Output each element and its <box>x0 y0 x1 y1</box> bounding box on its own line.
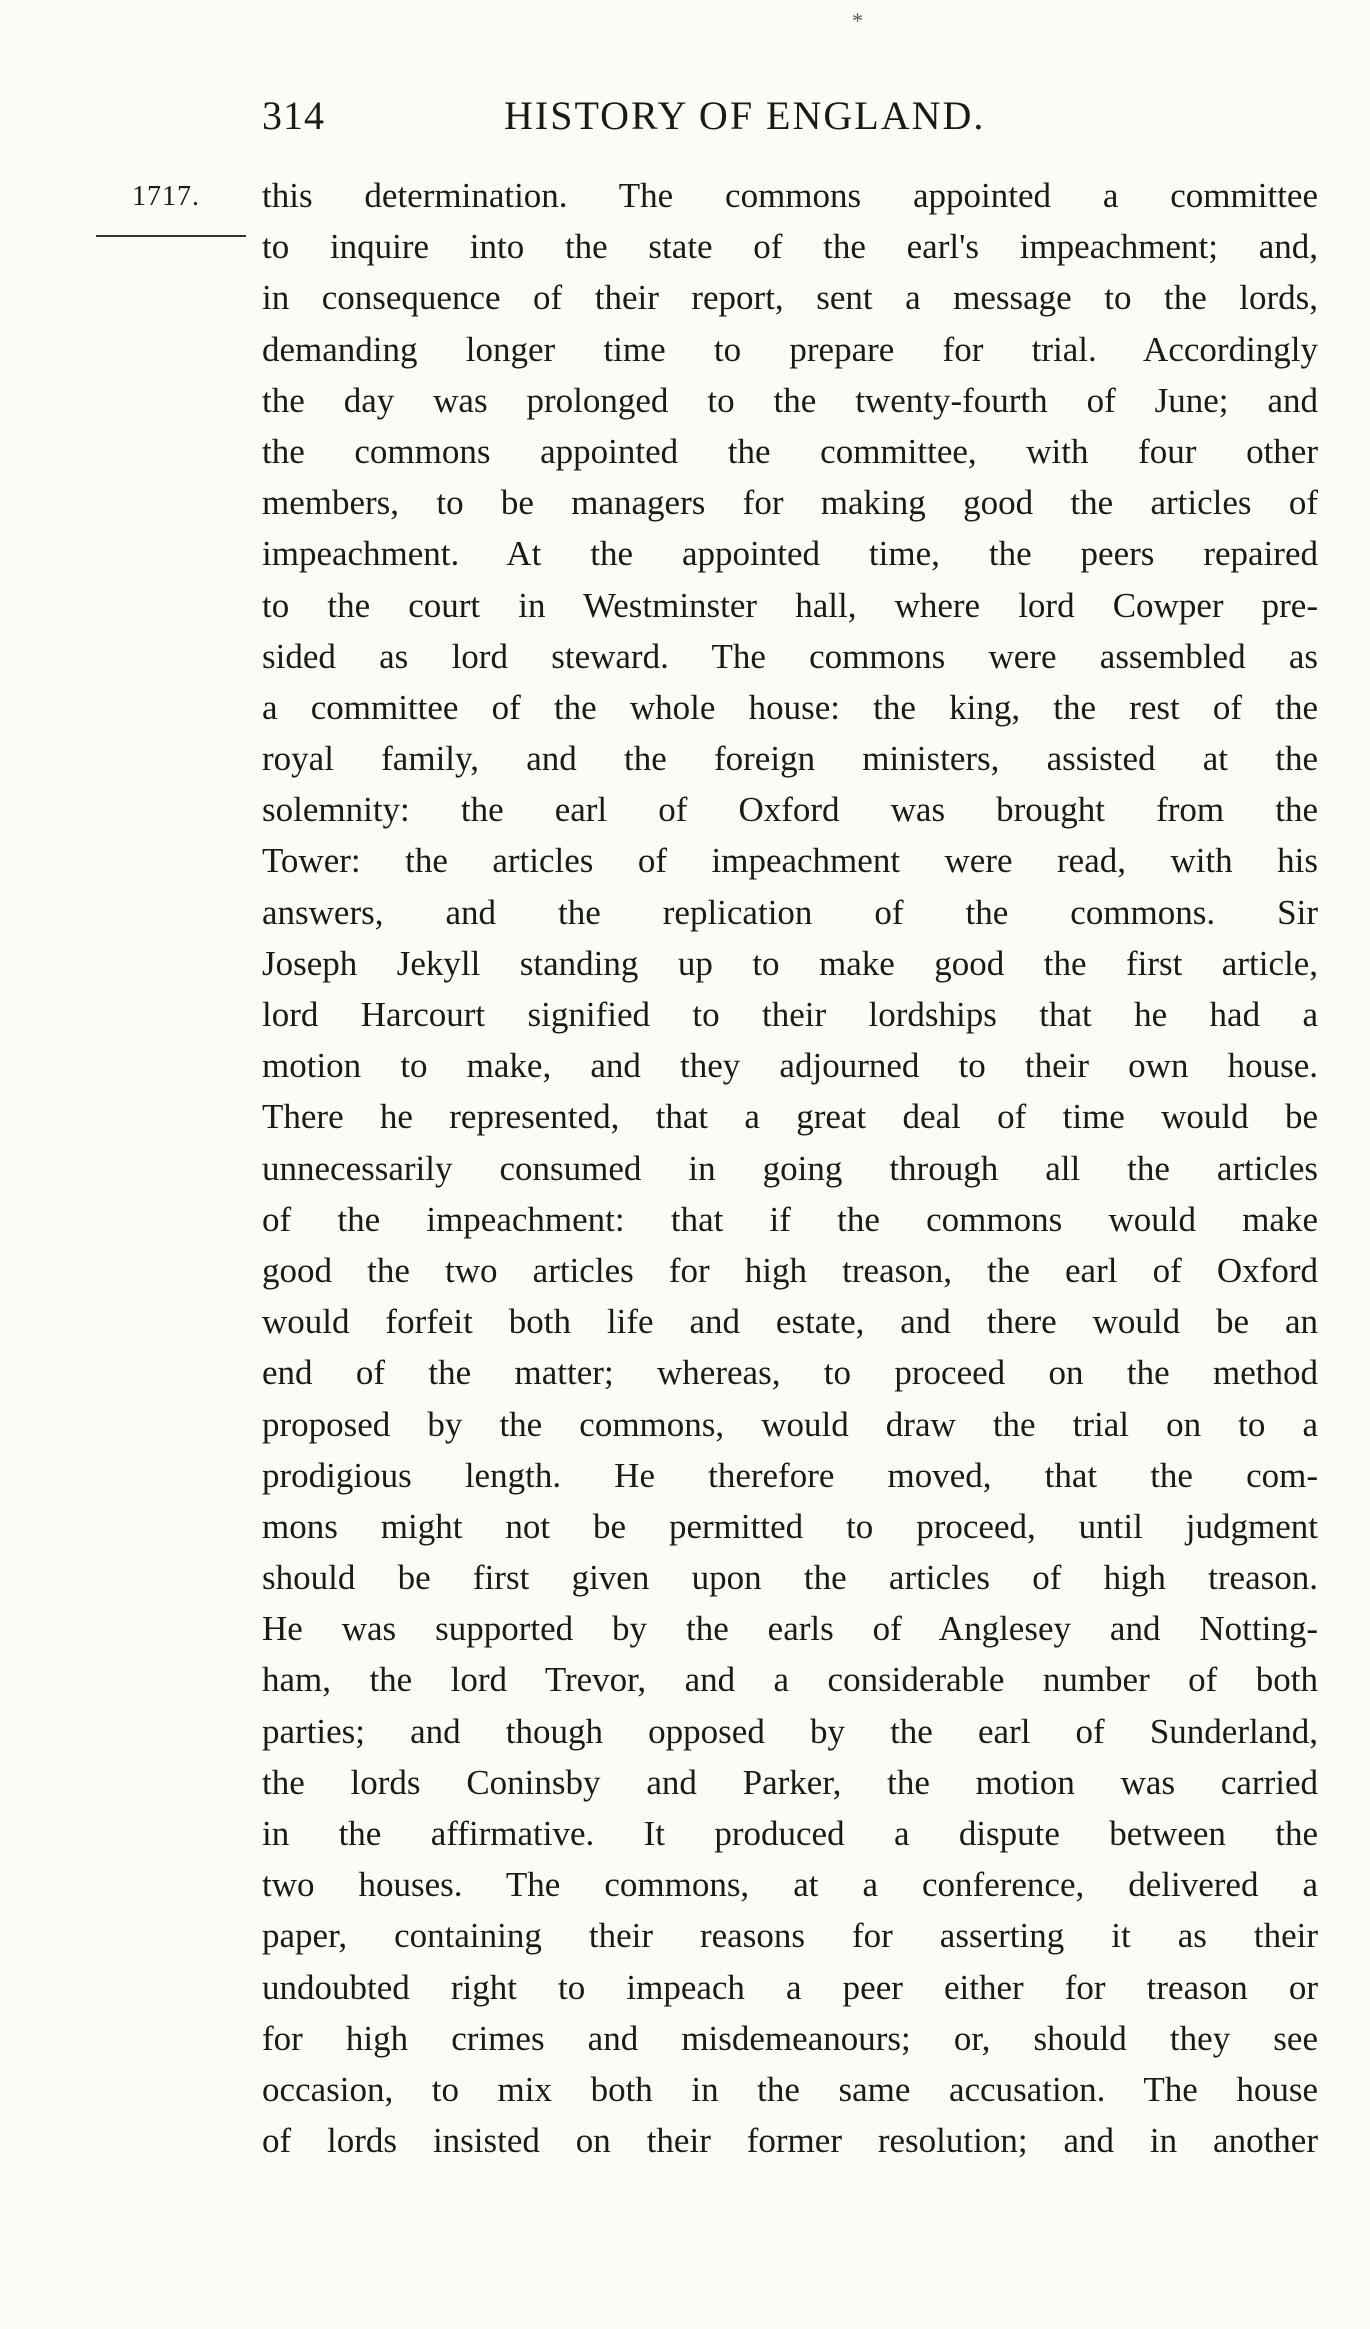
margin-rule <box>96 235 246 237</box>
text-line: impeachment. At the appointed time, the peers repaired <box>262 534 1318 574</box>
text-line: There he represented, that a great deal of time would be <box>262 1097 1318 1137</box>
page-header <box>0 92 1370 152</box>
text-line: prodigious length. He therefore moved, that the com- <box>262 1455 1318 1495</box>
text-line: motion to make, and they adjourned to their own house. <box>262 1046 1318 1086</box>
text-line: of the impeachment: that if the commons would make <box>262 1199 1318 1239</box>
top-printer-mark: * <box>852 8 863 33</box>
text-line: solemnity: the earl of Oxford was brought from the <box>262 790 1318 830</box>
text-line: paper, containing their reasons for asserting it as their <box>262 1916 1318 1956</box>
text-line: undoubted right to impeach a peer either for treason or <box>262 1967 1318 2007</box>
text-line: should be first given upon the articles of high treason. <box>262 1558 1318 1598</box>
text-line: answers, and the replication of the commons. Sir <box>262 892 1318 932</box>
text-line: to inquire into the state of the earl's impeachment; and, <box>262 227 1318 267</box>
text-line: sided as lord steward. The commons were assembled as <box>262 636 1318 676</box>
text-line: ham, the lord Trevor, and a considerable number of both <box>262 1660 1318 1700</box>
margin-year-note: 1717. <box>132 181 200 212</box>
text-line: end of the matter; whereas, to proceed on the method <box>262 1353 1318 1393</box>
page-number: 314 <box>262 93 325 138</box>
text-line: proposed by the commons, would draw the trial on to a <box>262 1404 1318 1444</box>
text-line: the lords Coninsby and Parker, the motion was carried <box>262 1762 1318 1802</box>
text-line: would forfeit both life and estate, and there would be an <box>262 1302 1318 1342</box>
text-line: the day was prolonged to the twenty-fourth of June; and <box>262 380 1318 420</box>
text-line: for high crimes and misdemeanours; or, should they see <box>262 2018 1318 2058</box>
text-line: He was supported by the earls of Anglesey and Notting- <box>262 1609 1318 1649</box>
text-line: unnecessarily consumed in going through all the articles <box>262 1148 1318 1188</box>
text-line: members, to be managers for making good the articles of <box>262 483 1318 523</box>
text-line: in consequence of their report, sent a message to the lords, <box>262 278 1318 318</box>
text-line: to the court in Westminster hall, where lord Cowper pre- <box>262 585 1318 625</box>
text-line: Joseph Jekyll standing up to make good the first article, <box>262 943 1318 983</box>
text-line: royal family, and the foreign ministers, assisted at the <box>262 739 1318 779</box>
text-line: lord Harcourt signified to their lordships that he had a <box>262 995 1318 1034</box>
text-line: occasion, to mix both in the same accusation. The house <box>262 2069 1318 2109</box>
running-title: HISTORY OF ENGLAND. <box>504 93 986 138</box>
text-line: demanding longer time to prepare for trial. Accordingly <box>262 329 1318 369</box>
text-line: in the affirmative. It produced a dispute between the <box>262 1814 1318 1853</box>
text-line: mons might not be permitted to proceed, until judgment <box>262 1506 1318 1546</box>
text-line: a committee of the whole house: the king, the rest of the <box>262 687 1318 727</box>
text-line: two houses. The commons, at a conference, delivered a <box>262 1865 1318 1905</box>
text-line: good the two articles for high treason, the earl of Oxford <box>262 1250 1318 1290</box>
body-text <box>262 170 1318 2166</box>
text-line: parties; and though opposed by the earl of Sunderland, <box>262 1711 1318 1751</box>
text-line: Tower: the articles of impeachment were read, with his <box>262 841 1318 881</box>
text-line: the commons appointed the committee, with four other <box>262 431 1318 471</box>
text-line: this determination. The commons appointed a committee <box>262 176 1318 215</box>
text-line: of lords insisted on their former resolution; and in another <box>262 2121 1318 2161</box>
